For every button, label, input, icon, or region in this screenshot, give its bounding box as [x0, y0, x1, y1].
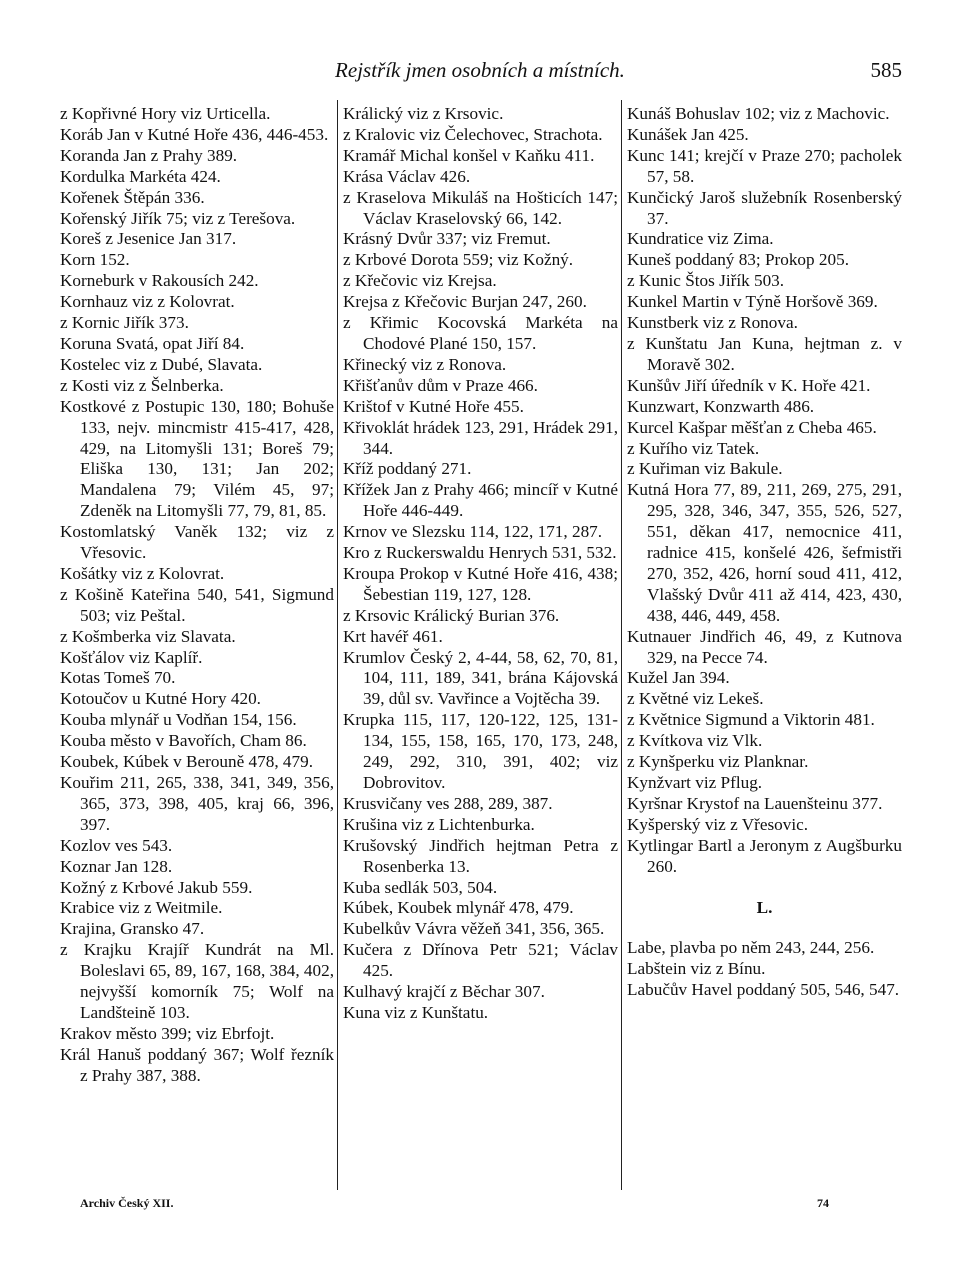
index-entry: z Kunštatu Jan Kuna, hejtman z. v Moravě 302. — [627, 333, 902, 374]
index-entry: Křišťanův dům v Praze 466. — [343, 375, 538, 395]
index-entry: Košátky viz z Kolovrat. — [60, 563, 225, 583]
index-entry: Kyšperský viz z Vřesovic. — [627, 814, 809, 834]
running-title: Rejstřík jmen osobních a místních. — [335, 58, 625, 82]
signature-mark: Archiv Český XII. — [80, 1196, 174, 1210]
index-entry: Kožný z Krbové Jakub 559. — [60, 877, 253, 897]
index-entry: Kuneš poddaný 83; Prokop 205. — [627, 250, 849, 270]
index-entry: Kornhauz viz z Kolovrat. — [60, 292, 235, 312]
index-entry: Kytlingar Bartl a Jeronym z Augšburku 260. — [627, 835, 902, 876]
index-entry: z Kopřivné Hory viz Urticella. — [60, 104, 271, 123]
index-entry: Křivoklát hrádek 123, 291, Hrádek 291, 344. — [343, 417, 618, 458]
index-entry: Kunc 141; krejčí v Praze 270; pacholek 57, 58. — [627, 145, 902, 186]
index-entry: Krejsa z Křečovic Burjan 247, 260. — [343, 292, 587, 312]
index-entry: Koreš z Jesenice Jan 317. — [60, 229, 237, 249]
index-entry: Kutnauer Jindřich 46, 49, z Kutnova 329, na Pecce 74. — [627, 626, 902, 667]
index-column-1 — [60, 104, 334, 1184]
index-entry: Kouřim 211, 265, 338, 341, 349, 356, 365, 373, 398, 405, kraj 66, 396, 397. — [60, 773, 334, 834]
index-entry: Kuna viz z Kunštatu. — [343, 1002, 489, 1022]
index-entry: Kostkové z Postupic 130, 180; Bohuše 133, nejv. mincmistr 415-417, 428, 429, na Litomyšli 131; Boreš 79; Eliška 130, 131; Jan 202; Mandalena 79; Vilém 45, 97; Zdeněk na Litomyšli 77, 79, 81, 85. — [60, 396, 334, 521]
index-entry: Krušina viz z Lichtenburka. — [343, 814, 535, 834]
index-entry: Kořenek Štěpán 336. — [60, 187, 205, 207]
index-entry: Krajina, Gransko 47. — [60, 919, 205, 939]
index-entry: Kunášek Jan 425. — [627, 124, 749, 144]
index-entry: Kotas Tomeš 70. — [60, 668, 176, 688]
index-entry: Kouba město v Bavořích, Cham 86. — [60, 731, 307, 751]
index-entry: z Kuřího viz Tatek. — [627, 438, 760, 458]
index-entry: Kučera z Dřínova Petr 521; Václav 425. — [343, 940, 618, 981]
index-entry: Kunzwart, Konzwarth 486. — [627, 396, 815, 416]
index-entry: Kouba mlynář u Vodňan 154, 156. — [60, 710, 297, 730]
index-entry: Kunšův Jiří úředník v K. Hoře 421. — [627, 375, 871, 395]
index-entry: Kotoučov u Kutné Hory 420. — [60, 689, 261, 709]
index-entry: z Krajku Krajíř Kundrát na Ml. Boleslavi 65, 89, 167, 168, 384, 402, nejvyšší komorník 75; Wolf na Landšteině 103. — [60, 940, 334, 1022]
index-entry: Kuba sedlák 503, 504. — [343, 877, 498, 897]
index-entry: Koubek, Kúbek v Berouně 478, 479. — [60, 752, 313, 772]
index-entry: Korn 152. — [60, 250, 130, 270]
index-entry: z Kunic Štos Jiřík 503. — [627, 271, 785, 291]
index-entry: z Křimic Kocovská Markéta na Chodové Plané 150, 157. — [343, 313, 618, 353]
index-entry: Krušovský Jindřich hejtman Petra z Rosenberka 13. — [343, 835, 618, 876]
index-entry: Košťálov viz Kaplíř. — [60, 647, 203, 667]
index-entry: z Krsovic Králický Burian 376. — [343, 605, 560, 625]
index-entry: Krusvičany ves 288, 289, 387. — [343, 793, 553, 813]
index-entry: Kutná Hora 77, 89, 211, 269, 275, 291, 295, 328, 346, 347, 355, 526, 527, 551, děkan 417, nemocnice 411, radnice 415, konšelé 426, šefmistři 270, 352, 426, horní soud 411, 412, Vlašský Dvůr 411 až 414, 423, 430, 438, 446, 449, 458. — [627, 480, 902, 625]
index-entry: z Košmberka viz Slavata. — [60, 626, 236, 646]
index-entry: z Kralovic viz Čelechovec, Strachota. — [343, 124, 603, 144]
index-entry: z Kvítkova viz Vlk. — [627, 731, 763, 751]
index-entry: Kunkel Martin v Týně Horšově 369. — [627, 292, 878, 312]
page-header — [0, 52, 960, 86]
index-entry: Kyršnar Krystof na Lauenšteinu 377. — [627, 793, 883, 813]
index-entry: Křinecký viz z Ronova. — [343, 354, 507, 374]
index-entry: Koranda Jan z Prahy 389. — [60, 145, 238, 165]
index-entry: Kunáš Bohuslav 102; viz z Machovic. — [627, 104, 890, 123]
column-divider — [337, 100, 338, 1190]
page-number: 585 — [870, 58, 902, 82]
index-entry: Krnov ve Slezsku 114, 122, 171, 287. — [343, 522, 603, 542]
index-entry: Koruna Svatá, opat Jiří 84. — [60, 333, 245, 353]
column-divider — [621, 100, 622, 1190]
index-entry: z Kraselova Mikuláš na Hošticích 147; Václav Kraselovský 66, 142. — [343, 187, 618, 228]
index-entry: Krakov město 399; viz Ebrfojt. — [60, 1023, 275, 1043]
index-entry: z Květnice Sigmund a Viktorin 481. — [627, 710, 875, 730]
index-entry: Kro z Ruckerswaldu Henrych 531, 532. — [343, 543, 617, 563]
index-column-3 — [627, 104, 902, 1184]
index-entry: Labštein viz z Bínu. — [627, 959, 766, 979]
index-entry: Koznar Jan 128. — [60, 856, 173, 876]
index-entry: Králický viz z Krsovic. — [343, 104, 504, 123]
index-entry: Kulhavý krajčí z Běchar 307. — [343, 982, 545, 1002]
sheet-number: 74 — [817, 1196, 829, 1210]
index-entry: Kúbek, Koubek mlynář 478, 479. — [343, 898, 574, 918]
index-entry: Krumlov Český 2, 4-44, 58, 62, 70, 81, 104, 111, 189, 341, brána Kájovská 39, důl sv. Vavřince a Vojtěcha 39. — [343, 647, 618, 709]
index-entry: Kořenský Jiřík 75; viz z Terešova. — [60, 208, 296, 228]
index-entry: Krt havéř 461. — [343, 626, 443, 646]
index-entry: Kostomlatský Vaněk 132; viz z Vřesovic. — [60, 522, 334, 563]
index-entry: Koráb Jan v Kutné Hoře 436, 446-453. — [60, 124, 329, 144]
index-entry: z Kynšperku viz Planknar. — [627, 752, 809, 772]
index-entry: z Květné viz Lekeš. — [627, 689, 764, 709]
index-entry: z Krbové Dorota 559; viz Kožný. — [343, 250, 574, 270]
index-entry: z Kuřiman viz Bakule. — [627, 459, 783, 479]
index-entry: Krabice viz z Weitmile. — [60, 898, 223, 918]
index-entry: Kostelec viz z Dubé, Slavata. — [60, 354, 263, 374]
index-entry: Kubelkův Vávra věžeň 341, 356, 365. — [343, 919, 605, 939]
index-entry: Kříž poddaný 271. — [343, 459, 472, 479]
index-entry: Kundratice viz Zima. — [627, 229, 774, 249]
index-entry: Kroupa Prokop v Kutné Hoře 416, 438; Šebestian 119, 127, 128. — [343, 563, 618, 604]
index-entry: Krištof v Kutné Hoře 455. — [343, 396, 524, 416]
section-letter-heading: L. — [756, 897, 773, 917]
index-entry: z Kosti viz z Šelnberka. — [60, 375, 224, 395]
index-entry: Kunstberk viz z Ronova. — [627, 313, 798, 333]
index-entry: Křížek Jan z Prahy 466; mincíř v Kutné Hoře 446-449. — [343, 480, 618, 521]
index-entry: Kozlov ves 543. — [60, 835, 173, 855]
index-entry: Kynžvart viz Pflug. — [627, 773, 763, 792]
index-entry: Kurcel Kašpar měšťan z Cheba 465. — [627, 417, 877, 437]
index-entry: Krása Václav 426. — [343, 166, 471, 186]
index-entry: Kužel Jan 394. — [627, 668, 730, 688]
index-entry: Král Hanuš poddaný 367; Wolf řezník z Prahy 387, 388. — [60, 1044, 334, 1085]
index-entry: Labučův Havel poddaný 505, 546, 547. — [627, 980, 900, 1000]
index-column-2 — [343, 104, 618, 1184]
index-entry: Kunčický Jaroš služebník Rosenberský 37. — [627, 187, 902, 228]
index-entry: z Kornic Jiřík 373. — [60, 313, 189, 333]
index-entry: Kordulka Markéta 424. — [60, 166, 221, 186]
index-entry: z Košině Kateřina 540, 541, Sigmund 503; viz Peštal. — [60, 584, 334, 625]
index-entry: Labe, plavba po něm 243, 244, 256. — [627, 938, 875, 958]
index-entry: Kramář Michal konšel v Kaňku 411. — [343, 145, 595, 165]
index-entry: Krupka 115, 117, 120-122, 125, 131-134, 155, 158, 165, 170, 173, 248, 249, 292, 310, 391, 402; viz Dobrovitov. — [343, 710, 618, 792]
index-entry: Korneburk v Rakousích 242. — [60, 271, 259, 291]
index-entry: z Křečovic viz Krejsa. — [343, 271, 497, 291]
index-entry: Krásný Dvůr 337; viz Fremut. — [343, 229, 551, 249]
